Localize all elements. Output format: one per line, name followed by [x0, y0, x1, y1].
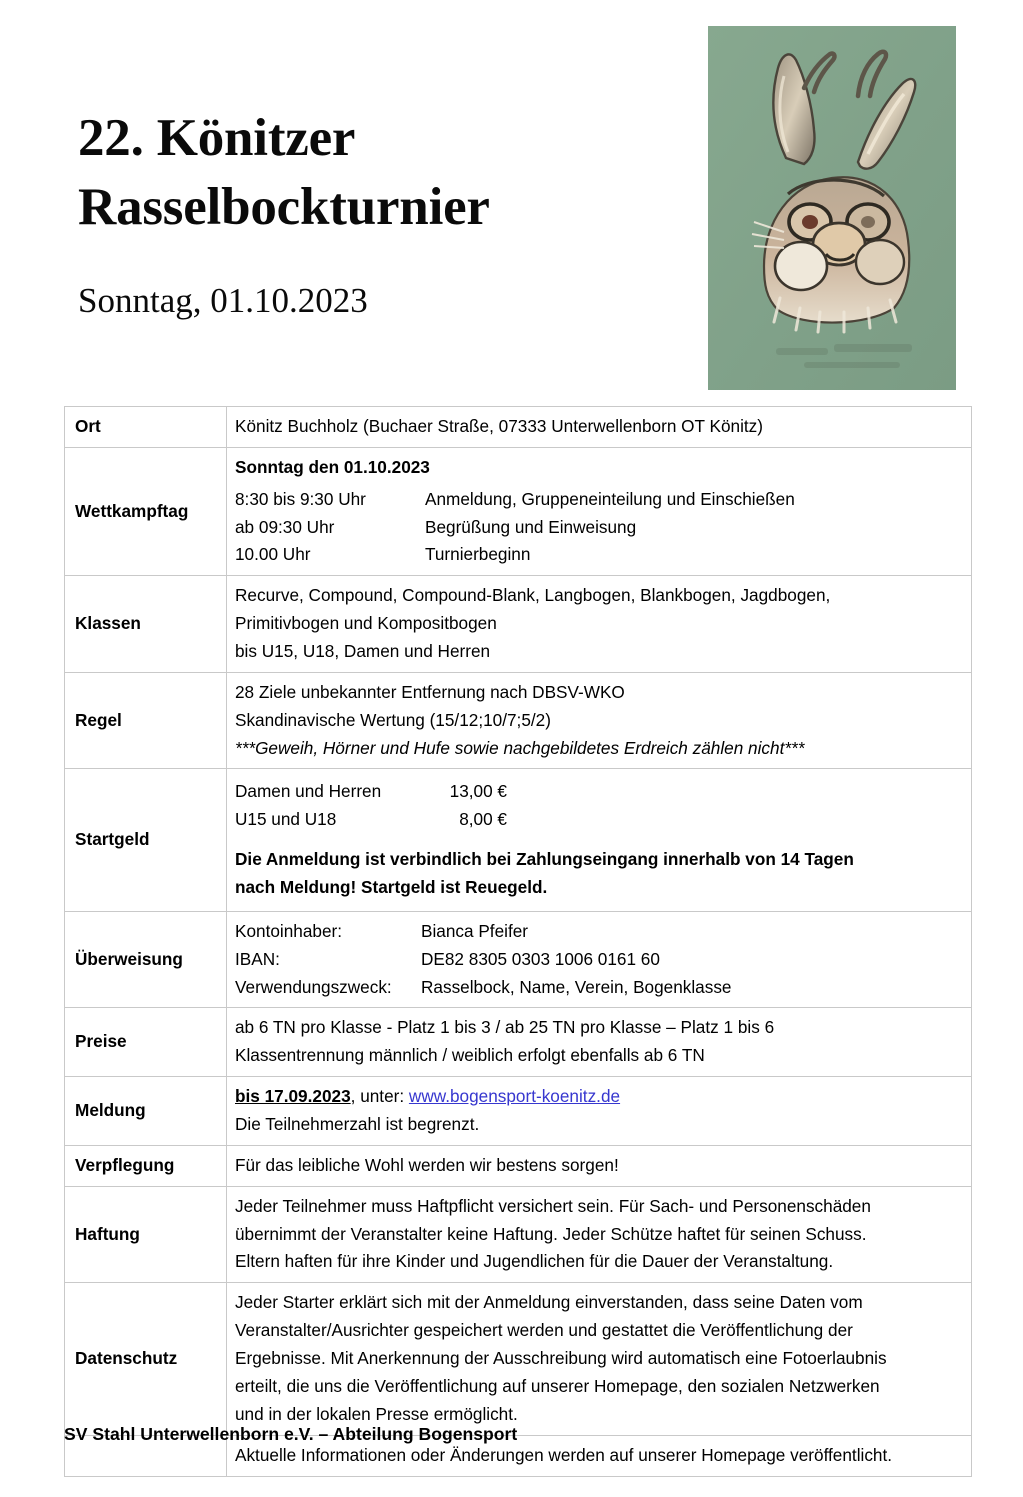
schedule-time: ab 09:30 Uhr	[235, 516, 335, 537]
page-title-line-2: Rasselbockturnier	[78, 177, 490, 236]
startgeld-note-line-1: Die Anmeldung ist verbindlich bei Zahlungseingang innerhalb von 14 Tagen	[235, 849, 854, 870]
regel-line-2: Skandinavische Wertung (15/12;10/7;5/2)	[235, 709, 551, 730]
bank-detail-item	[235, 946, 965, 974]
table-row-klassen	[65, 576, 972, 673]
row-value-regel	[227, 672, 972, 769]
table-row-preise	[65, 1008, 972, 1077]
rasselbock-illustration	[708, 26, 956, 390]
ort-text: Könitz Buchholz (Buchaer Straße, 07333 Unterwellenborn OT Könitz)	[235, 416, 763, 436]
page-title-line-1: 22. Könitzer	[78, 109, 356, 167]
row-value-meldung	[227, 1077, 972, 1146]
bank-detail-key: IBAN:	[235, 948, 280, 969]
row-value-ort	[227, 407, 972, 448]
row-label-ueberweisung: Überweisung	[65, 911, 227, 1008]
datenschutz-line: Ergebnisse. Mit Anerkennung der Ausschreibung wird automatisch eine Fotoerlaubnis	[235, 1348, 887, 1369]
bank-detail-item	[235, 918, 965, 946]
bank-detail-value: DE82 8305 0303 1006 0161 60	[421, 948, 660, 969]
wettkampftag-heading: Sonntag den 01.10.2023	[235, 456, 430, 477]
bank-detail-value: Rasselbock, Name, Verein, Bogenklasse	[421, 976, 732, 997]
event-date-subtitle: Sonntag, 01.10.2023	[78, 280, 368, 320]
aktuelles-text: Aktuelle Informationen oder Änderungen werden auf unserer Homepage veröffentlicht.	[235, 1444, 893, 1465]
schedule-time: 8:30 bis 9:30 Uhr	[235, 488, 366, 509]
row-label-ort: Ort	[65, 407, 227, 448]
table-row-ueberweisung	[65, 911, 972, 1008]
meldung-separator: , unter:	[350, 1086, 409, 1107]
klassen-line: Primitivbogen und Kompositbogen	[235, 613, 497, 634]
table-row-wettkampftag	[65, 447, 972, 575]
meldung-deadline: bis 17.09.2023	[235, 1086, 351, 1107]
fee-amount: 8,00 €	[459, 809, 507, 830]
table-row-haftung	[65, 1186, 972, 1283]
meldung-line-2: Die Teilnehmerzahl ist begrenzt.	[235, 1114, 480, 1135]
organizer-footer: SV Stahl Unterwellenborn e.V. – Abteilung Bogensport	[64, 1424, 518, 1444]
table-row-verpflegung	[65, 1145, 972, 1186]
row-label-haftung: Haftung	[65, 1186, 227, 1283]
haftung-line: Eltern haften für ihre Kinder und Jugendlichen für die Dauer der Veranstaltung.	[235, 1251, 834, 1272]
row-value-verpflegung	[227, 1145, 972, 1186]
regel-line-1: 28 Ziele unbekannter Entfernung nach DBSV-WKO	[235, 681, 625, 702]
row-label-klassen: Klassen	[65, 576, 227, 673]
schedule-item	[235, 514, 965, 542]
fee-amount: 13,00 €	[449, 781, 507, 802]
klassen-line: bis U15, U18, Damen und Herren	[235, 641, 491, 662]
datenschutz-line: Veranstalter/Ausrichter gespeichert werden und gestattet die Veröffentlichung der	[235, 1320, 853, 1341]
meldung-website-link[interactable]: www.bogensport-koenitz.de	[408, 1086, 621, 1107]
document-header	[0, 0, 1023, 400]
schedule-activity: Turnierbeginn	[425, 544, 531, 565]
schedule-item	[235, 486, 965, 514]
row-label-preise: Preise	[65, 1008, 227, 1077]
row-value-klassen	[227, 576, 972, 673]
row-value-haftung	[227, 1186, 972, 1283]
schedule-activity: Begrüßung und Einweisung	[425, 516, 637, 537]
datenschutz-line: und in der lokalen Presse ermöglicht.	[235, 1403, 518, 1424]
fee-item	[235, 806, 965, 834]
fee-item	[235, 778, 965, 806]
meldung-deadline-line	[235, 1083, 965, 1111]
datenschutz-line: erteilt, die uns die Veröffentlichung auf unserer Homepage, den sozialen Netzwerken	[235, 1375, 880, 1396]
bank-detail-key: Verwendungszweck:	[235, 976, 392, 997]
bank-detail-key: Kontoinhaber:	[235, 920, 343, 941]
row-value-ueberweisung	[227, 911, 972, 1008]
startgeld-note-line-2: nach Meldung! Startgeld ist Reuegeld.	[235, 877, 548, 898]
table-row-regel	[65, 672, 972, 769]
event-info-table	[64, 406, 972, 1477]
preise-line-1: ab 6 TN pro Klasse - Platz 1 bis 3 / ab 25 TN pro Klasse – Platz 1 bis 6	[235, 1017, 775, 1038]
row-value-startgeld	[227, 769, 972, 911]
table-row-meldung	[65, 1077, 972, 1146]
schedule-time: 10.00 Uhr	[235, 544, 311, 565]
fee-group: U15 und U18	[235, 809, 337, 830]
row-value-datenschutz	[227, 1283, 972, 1435]
klassen-line: Recurve, Compound, Compound-Blank, Langbogen, Blankbogen, Jagdbogen,	[235, 585, 831, 606]
bank-detail-item	[235, 974, 965, 1002]
haftung-line: übernimmt der Veranstalter keine Haftung. Jeder Schütze haftet für seinen Schuss.	[235, 1223, 867, 1244]
row-label-wettkampftag: Wettkampftag	[65, 447, 227, 575]
table-row-startgeld	[65, 769, 972, 911]
datenschutz-line: Jeder Starter erklärt sich mit der Anmeldung einverstanden, dass seine Daten vom	[235, 1292, 863, 1313]
title-block	[78, 104, 698, 322]
row-label-verpflegung: Verpflegung	[65, 1145, 227, 1186]
row-label-regel: Regel	[65, 672, 227, 769]
row-label-meldung: Meldung	[65, 1077, 227, 1146]
haftung-line: Jeder Teilnehmer muss Haftpflicht versichert sein. Für Sach- und Personenschäden	[235, 1195, 871, 1216]
preise-line-2: Klassentrennung männlich / weiblich erfolgt ebenfalls ab 6 TN	[235, 1045, 705, 1066]
fee-group: Damen und Herren	[235, 781, 382, 802]
rasselbock-artwork-icon	[708, 26, 956, 390]
table-row-ort	[65, 407, 972, 448]
regel-note-italic: ***Geweih, Hörner und Hufe sowie nachgebildetes Erdreich zählen nicht***	[235, 737, 805, 758]
row-label-startgeld: Startgeld	[65, 769, 227, 911]
row-value-preise	[227, 1008, 972, 1077]
table-row-datenschutz	[65, 1283, 972, 1435]
schedule-activity: Anmeldung, Gruppeneinteilung und Einschießen	[425, 488, 795, 509]
row-value-wettkampftag	[227, 447, 972, 575]
verpflegung-text: Für das leibliche Wohl werden wir bestens sorgen!	[235, 1154, 619, 1175]
schedule-item	[235, 541, 965, 569]
row-label-datenschutz: Datenschutz	[65, 1283, 227, 1435]
bank-detail-value: Bianca Pfeifer	[421, 920, 529, 941]
